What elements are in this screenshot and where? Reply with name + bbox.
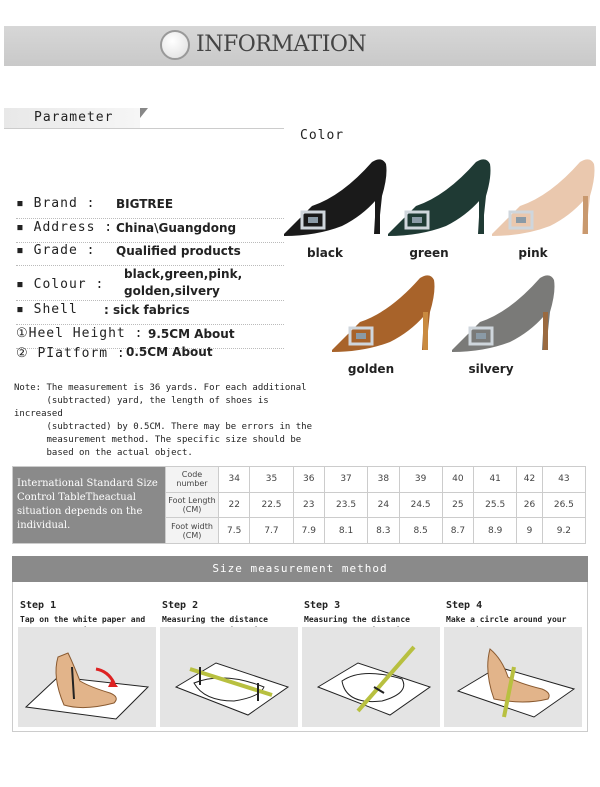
table-cell: 39 [399, 467, 442, 493]
shoe-icon [386, 156, 496, 240]
table-cell: 38 [368, 467, 399, 493]
step-1-illustration [18, 627, 156, 727]
spec-label: Colour : [33, 277, 105, 292]
spec-label: PIatform : [37, 346, 126, 361]
circled-two-icon: ② [16, 346, 29, 361]
table-cell: 36 [293, 467, 324, 493]
spec-label: Grade : [33, 243, 96, 258]
foot-length-ruler-icon [160, 627, 298, 727]
step-4-illustration [444, 627, 582, 727]
step-3-illustration [302, 627, 440, 727]
table-cell: 7.5 [219, 518, 250, 544]
table-cell: 8.5 [399, 518, 442, 544]
table-cell: 37 [324, 467, 367, 493]
bullet-icon: ▪ [16, 196, 25, 211]
spec-label: Address : [33, 220, 114, 235]
row-label: Foot Length (CM) [166, 492, 219, 518]
table-cell: 8.1 [324, 518, 367, 544]
measurement-heading: Size measurement method [12, 556, 588, 582]
row-label: Code number [166, 467, 219, 493]
table-cell: 25 [442, 492, 473, 518]
table-cell: 23.5 [324, 492, 367, 518]
table-cell: 8.3 [368, 518, 399, 544]
spec-value-line1: black,green,pink, [124, 267, 243, 281]
tab-corner-triangle [140, 108, 148, 118]
shoe-black [282, 156, 392, 244]
shoe-color-label: silvery [468, 362, 514, 376]
shoe-color-label: green [409, 246, 449, 260]
spec-value: China\Guangdong [116, 221, 237, 235]
table-cell: 43 [542, 467, 585, 493]
table-cell: 25.5 [474, 492, 517, 518]
spec-value: BIGTREE [116, 197, 174, 211]
table-cell: 8.7 [442, 518, 473, 544]
divider [4, 128, 284, 129]
table-cell: 24 [368, 492, 399, 518]
step-title: Step 2 [162, 600, 199, 611]
bullet-icon: ▪ [16, 220, 25, 235]
table-cell: 22 [219, 492, 250, 518]
bullet-icon: ▪ [16, 243, 25, 258]
shoe-icon [490, 156, 600, 240]
table-cell: 7.7 [250, 518, 293, 544]
bullet-icon: ▪ [16, 277, 25, 292]
row-label: Foot width (CM) [166, 518, 219, 544]
spec-value: 9.5CM About [148, 327, 235, 341]
table-cell: 7.9 [293, 518, 324, 544]
page-title: INFORMATION [196, 32, 367, 57]
table-row [13, 467, 586, 493]
step-title: Step 3 [304, 600, 341, 611]
shoe-green [386, 156, 496, 244]
shoe-icon [282, 156, 392, 240]
table-cell: 34 [219, 467, 250, 493]
spec-row-grade [16, 243, 284, 266]
spec-label: Shell [33, 302, 78, 317]
spec-row-brand [16, 196, 284, 219]
step-title: Step 4 [446, 600, 483, 611]
spec-label: Brand : [33, 196, 96, 211]
spec-value: 0.5CM About [126, 345, 213, 359]
shoe-color-label: black [307, 246, 343, 260]
step-desc: Measuring the distance [304, 615, 410, 624]
soft-ruler-circle-icon [444, 627, 582, 727]
table-cell: 35 [250, 467, 293, 493]
foot-width-ruler-icon [302, 627, 440, 727]
table-cell: 40 [442, 467, 473, 493]
step-desc: Tap on the white paper and [20, 615, 146, 624]
table-cell: 42 [517, 467, 543, 493]
shoe-color-label: golden [347, 362, 395, 376]
spec-row-address [16, 220, 284, 243]
table-cell: 22.5 [250, 492, 293, 518]
spec-value: : sick fabrics [104, 303, 190, 317]
measurement-note: Note: The measurement is 36 yards. For each additional (subtracted) yard, the length of shoes is increased (subtracted) by 0.5CM. There may be errors in the measurement method. The specific size should be based on the actual object. [14, 383, 313, 458]
table-cell: 24.5 [399, 492, 442, 518]
step-desc: Make a circle around your [446, 615, 567, 624]
bullet-icon: ▪ [16, 302, 25, 317]
table-cell: 9 [517, 518, 543, 544]
size-table-intro: International Standard Size Control TableTheactual situation depends on the individual. [13, 467, 166, 544]
shoe-icon [450, 272, 560, 356]
spec-value-line2: golden,silvery [124, 284, 220, 298]
foot-outline-icon [18, 627, 156, 727]
shoe-golden [330, 272, 440, 360]
circled-one-icon: ① [16, 326, 29, 341]
spec-row-colour [16, 266, 284, 301]
size-table [12, 466, 586, 544]
shoe-icon [330, 272, 440, 356]
parameter-tab: Parameter [4, 108, 140, 128]
table-cell: 26.5 [542, 492, 585, 518]
step-desc: Measuring the distance [162, 615, 268, 624]
spec-row-platform [16, 346, 284, 368]
table-cell: 9.2 [542, 518, 585, 544]
shoe-color-label: pink [518, 246, 548, 260]
shoe-silvery [450, 272, 560, 360]
spec-label: Heel Height : [28, 326, 144, 341]
banner-circle-icon [160, 30, 190, 60]
step-title: Step 1 [20, 600, 57, 611]
table-cell: 23 [293, 492, 324, 518]
table-cell: 26 [517, 492, 543, 518]
color-heading: Color [300, 128, 345, 143]
shoe-pink [490, 156, 600, 244]
step-2-illustration [160, 627, 298, 727]
table-cell: 8.9 [474, 518, 517, 544]
spec-value: Qualified products [116, 244, 241, 258]
table-cell: 41 [474, 467, 517, 493]
spec-row-shell [16, 302, 284, 325]
